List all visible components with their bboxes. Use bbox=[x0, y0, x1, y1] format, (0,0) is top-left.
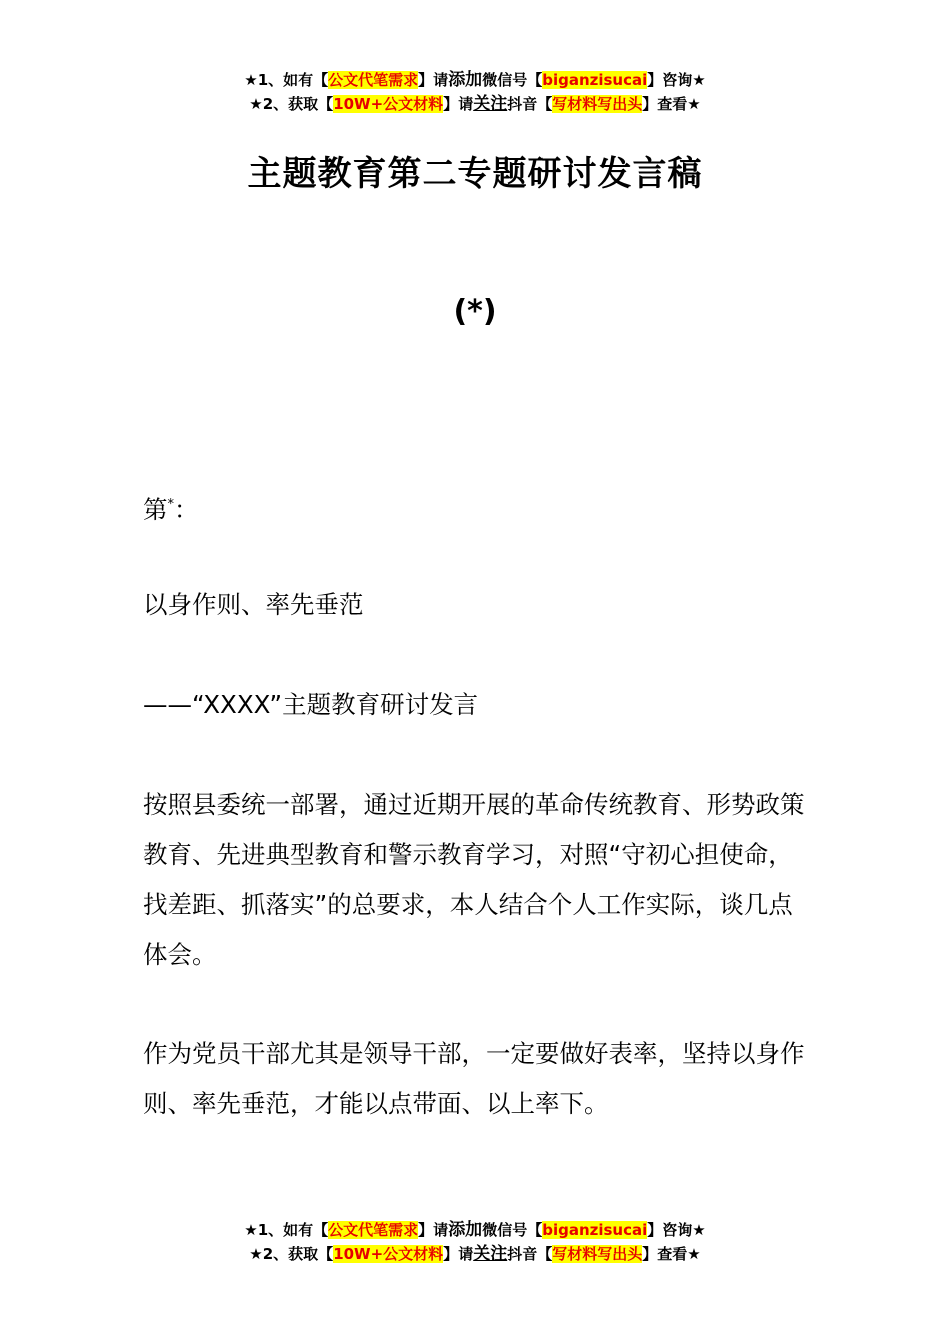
promo-footer-line-1 bbox=[0, 1218, 950, 1242]
promo-header bbox=[0, 68, 950, 116]
document-subtitle-mark: (*) bbox=[453, 294, 497, 329]
salutation bbox=[143, 480, 813, 535]
promo-emphasis-add: 添加 bbox=[448, 70, 483, 90]
promo-footer-line-1-prefix: ★1、如有【 bbox=[244, 1221, 329, 1239]
promo-emphasis-follow: 关注 bbox=[473, 94, 508, 114]
promo-footer bbox=[0, 1218, 950, 1266]
promo-footer-highlight-materials: 10W+公文材料 bbox=[333, 1245, 444, 1263]
promo-line-1-suffix: 】咨询★ bbox=[647, 71, 706, 89]
promo-highlight-douyin-id: 写材料写出头 bbox=[552, 95, 643, 113]
promo-line-2 bbox=[0, 92, 950, 116]
promo-highlight-materials: 10W+公文材料 bbox=[333, 95, 444, 113]
salutation-suffix: ： bbox=[174, 495, 199, 524]
promo-footer-emphasis-add: 添加 bbox=[448, 1220, 483, 1240]
promo-line-2-prefix: ★2、获取【 bbox=[249, 95, 334, 113]
promo-line-2-middle: 】请 bbox=[443, 95, 474, 113]
promo-footer-line-2-douyin-label: 抖音【 bbox=[507, 1245, 553, 1263]
document-title: 主题教育第二专题研讨发言稿 bbox=[247, 154, 703, 194]
promo-footer-highlight-writing-service: 公文代笔需求 bbox=[328, 1221, 419, 1239]
promo-line-1-prefix: ★1、如有【 bbox=[244, 71, 329, 89]
body-paragraph-2: 作为党员干部尤其是领导干部，一定要做好表率，坚持以身作则、率先垂范，才能以点带面、以上率下。 bbox=[143, 1039, 805, 1118]
promo-line-1-wechat-label: 微信号【 bbox=[482, 71, 543, 89]
promo-footer-line-1-suffix: 】咨询★ bbox=[647, 1221, 706, 1239]
promo-footer-line-2-middle: 】请 bbox=[443, 1245, 474, 1263]
salutation-prefix: 第 bbox=[143, 495, 168, 524]
promo-footer-line-1-middle: 】请 bbox=[418, 1221, 449, 1239]
promo-footer-line-2 bbox=[0, 1242, 950, 1266]
promo-footer-line-2-prefix: ★2、获取【 bbox=[249, 1245, 334, 1263]
salutation-mark: * bbox=[167, 497, 174, 512]
promo-line-1 bbox=[0, 68, 950, 92]
promo-highlight-writing-service: 公文代笔需求 bbox=[328, 71, 419, 89]
speech-heading: 以身作则、率先垂范 bbox=[143, 590, 364, 619]
promo-highlight-wechat-id: biganzisucai bbox=[542, 71, 648, 89]
promo-footer-emphasis-follow: 关注 bbox=[473, 1244, 508, 1264]
promo-footer-highlight-douyin-id: 写材料写出头 bbox=[552, 1245, 643, 1263]
promo-line-2-douyin-label: 抖音【 bbox=[507, 95, 553, 113]
promo-line-2-suffix: 】查看★ bbox=[642, 95, 701, 113]
promo-footer-line-1-wechat-label: 微信号【 bbox=[482, 1221, 543, 1239]
promo-footer-highlight-wechat-id: biganzisucai bbox=[542, 1221, 648, 1239]
body-paragraph-1: 按照县委统一部署，通过近期开展的革命传统教育、形势政策教育、先进典型教育和警示教育学习，对照“守初心担使命，找差距、抓落实”的总要求，本人结合个人工作实际，谈几点体会。 bbox=[143, 790, 805, 969]
promo-footer-line-2-suffix: 】查看★ bbox=[642, 1245, 701, 1263]
promo-line-1-middle: 】请 bbox=[418, 71, 449, 89]
speech-subheading: ——“XXXX”主题教育研讨发言 bbox=[143, 690, 479, 719]
